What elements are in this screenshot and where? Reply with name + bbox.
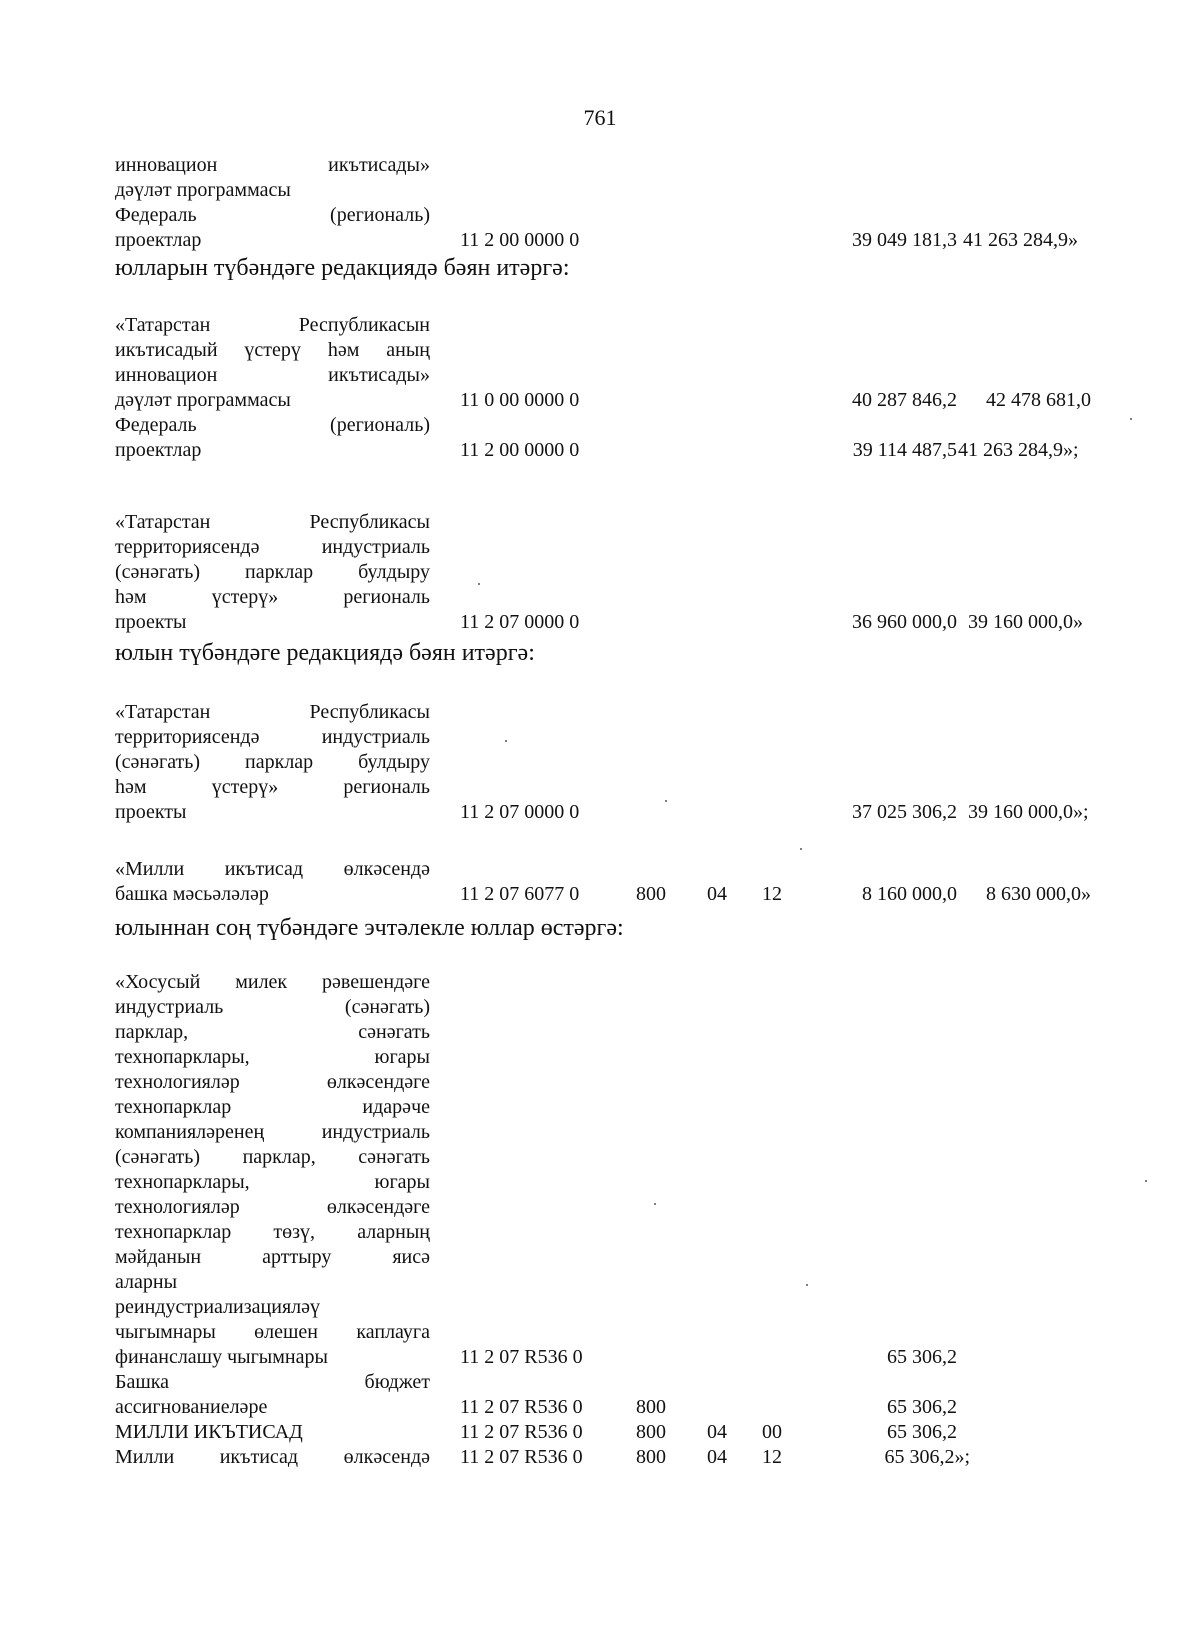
section-code: 04	[707, 883, 727, 905]
description-line: компанияләренең индустриаль	[115, 1121, 430, 1143]
row-description	[115, 1370, 430, 1420]
amount-year-2: 41 263 284,9»;	[958, 439, 1079, 461]
amount-year-2: 8 630 000,0»	[986, 883, 1091, 905]
description-line: индустриаль (сәнәгать)	[115, 996, 430, 1018]
description-line: технологияләр өлкәсендәге	[115, 1071, 430, 1093]
description-line: (сәнәгать) парклар булдыру	[115, 561, 430, 583]
subsection-code: 12	[762, 883, 782, 905]
target-article-code: 11 2 00 0000 0	[460, 229, 580, 251]
description-line: технологияләр өлкәсендәге	[115, 1196, 430, 1218]
description-line: технопарклары, югары	[115, 1046, 430, 1068]
row-description	[115, 1445, 430, 1470]
amount-year-1: 65 306,2	[887, 1421, 957, 1443]
description-line: МИЛЛИ ИКЪТИСАД	[115, 1421, 303, 1443]
row-description	[115, 857, 430, 907]
description-line: дәүләт программасы	[115, 179, 291, 201]
description-line: проекты	[115, 801, 187, 823]
target-article-code: 11 2 07 6077 0	[460, 883, 580, 905]
description-line: икътисадый үстерү һәм аның	[115, 339, 430, 361]
target-article-code: 11 2 07 R536 0	[460, 1396, 583, 1418]
description-line: Федераль (региональ)	[115, 414, 430, 436]
row-description	[115, 203, 430, 253]
description-line: инновацион икътисады»	[115, 154, 430, 176]
scan-speck	[800, 848, 802, 850]
expense-type-code: 800	[636, 1446, 666, 1468]
description-line: һәм үстерү» региональ	[115, 776, 430, 798]
description-line: технопарклар төзү, аларның	[115, 1221, 430, 1243]
amount-year-2: 42 478 681,0	[986, 389, 1091, 411]
description-line: ассигнованиеләре	[115, 1396, 268, 1418]
description-line: мәйданын арттыру яисә	[115, 1246, 430, 1268]
amount-year-1: 40 287 846,2	[852, 389, 957, 411]
amount-year-2: 41 263 284,9»	[963, 229, 1078, 251]
row-description	[115, 700, 430, 825]
instruction-text: юлларын түбәндәге редакциядә бәян итәргә:	[115, 255, 570, 281]
target-article-code: 11 2 00 0000 0	[460, 439, 580, 461]
instruction-text: юлын түбәндәге редакциядә бәян итәргә:	[115, 640, 535, 666]
scan-speck	[1145, 1180, 1147, 1182]
description-line: «Милли икътисад өлкәсендә	[115, 858, 430, 880]
description-line: реиндустриализацияләү	[115, 1296, 320, 1318]
description-line: аларны	[115, 1271, 178, 1293]
target-article-code: 11 2 07 R536 0	[460, 1446, 583, 1468]
row-description	[115, 153, 430, 203]
description-line: территориясендә индустриаль	[115, 536, 430, 558]
amount-year-1: 8 160 000,0	[862, 883, 957, 905]
target-article-code: 11 2 07 0000 0	[460, 611, 580, 633]
amount-year-1: 39 049 181,3	[852, 229, 957, 251]
description-line: һәм үстерү» региональ	[115, 586, 430, 608]
scan-speck	[505, 740, 507, 742]
instruction-text: юлыннан соң түбәндәге эчтәлекле юллар өстәргә:	[115, 915, 624, 941]
description-line: проектлар	[115, 439, 202, 461]
description-line: чыгымнары өлешен каплауга	[115, 1321, 430, 1343]
row-description	[115, 313, 430, 413]
description-line: проекты	[115, 611, 187, 633]
description-line: «Татарстан Республикасы	[115, 511, 430, 533]
expense-type-code: 800	[636, 1421, 666, 1443]
row-description	[115, 510, 430, 635]
target-article-code: 11 2 07 R536 0	[460, 1346, 583, 1368]
subsection-code: 12	[762, 1446, 782, 1468]
row-description	[115, 1420, 430, 1445]
amount-year-1: 65 306,2	[887, 1346, 957, 1368]
row-description	[115, 970, 430, 1370]
scan-speck	[806, 1284, 808, 1286]
description-line: парклар, сәнәгать	[115, 1021, 430, 1043]
description-line: технопарклар идарәче	[115, 1096, 430, 1118]
description-line: «Татарстан Республикасы	[115, 701, 430, 723]
description-line: Милли икътисад өлкәсендә	[115, 1446, 430, 1468]
amount-year-1: 36 960 000,0	[852, 611, 957, 633]
page-number: 761	[583, 105, 617, 130]
description-line: «Хосусый милек рәвешендәге	[115, 971, 430, 993]
amount-year-2: 39 160 000,0»	[968, 611, 1083, 633]
description-line: башка мәсьәләләр	[115, 883, 269, 905]
description-line: дәүләт программасы	[115, 389, 291, 411]
description-line: «Татарстан Республикасын	[115, 314, 430, 336]
expense-type-code: 800	[636, 883, 666, 905]
scan-speck	[654, 1203, 656, 1205]
description-line: инновацион икътисады»	[115, 364, 430, 386]
amount-year-1: 65 306,2»;	[884, 1446, 970, 1468]
description-line: Федераль (региональ)	[115, 204, 430, 226]
section-code: 04	[707, 1446, 727, 1468]
scan-speck	[478, 583, 480, 585]
description-line: проектлар	[115, 229, 202, 251]
target-article-code: 11 0 00 0000 0	[460, 389, 580, 411]
amount-year-1: 37 025 306,2	[852, 801, 957, 823]
target-article-code: 11 2 07 R536 0	[460, 1421, 583, 1443]
scan-speck	[665, 800, 667, 802]
amount-year-1: 39 114 487,5	[852, 439, 957, 461]
section-code: 04	[707, 1421, 727, 1443]
description-line: финанслашу чыгымнары	[115, 1346, 328, 1368]
target-article-code: 11 2 07 0000 0	[460, 801, 580, 823]
amount-year-1: 65 306,2	[887, 1396, 957, 1418]
row-description	[115, 413, 430, 463]
expense-type-code: 800	[636, 1396, 666, 1418]
description-line: (сәнәгать) парклар булдыру	[115, 751, 430, 773]
description-line: Башка бюджет	[115, 1371, 430, 1393]
scan-speck	[1130, 418, 1132, 420]
description-line: территориясендә индустриаль	[115, 726, 430, 748]
description-line: (сәнәгать) парклар, сәнәгать	[115, 1146, 430, 1168]
description-line: технопарклары, югары	[115, 1171, 430, 1193]
amount-year-2: 39 160 000,0»;	[968, 801, 1089, 823]
subsection-code: 00	[762, 1421, 782, 1443]
